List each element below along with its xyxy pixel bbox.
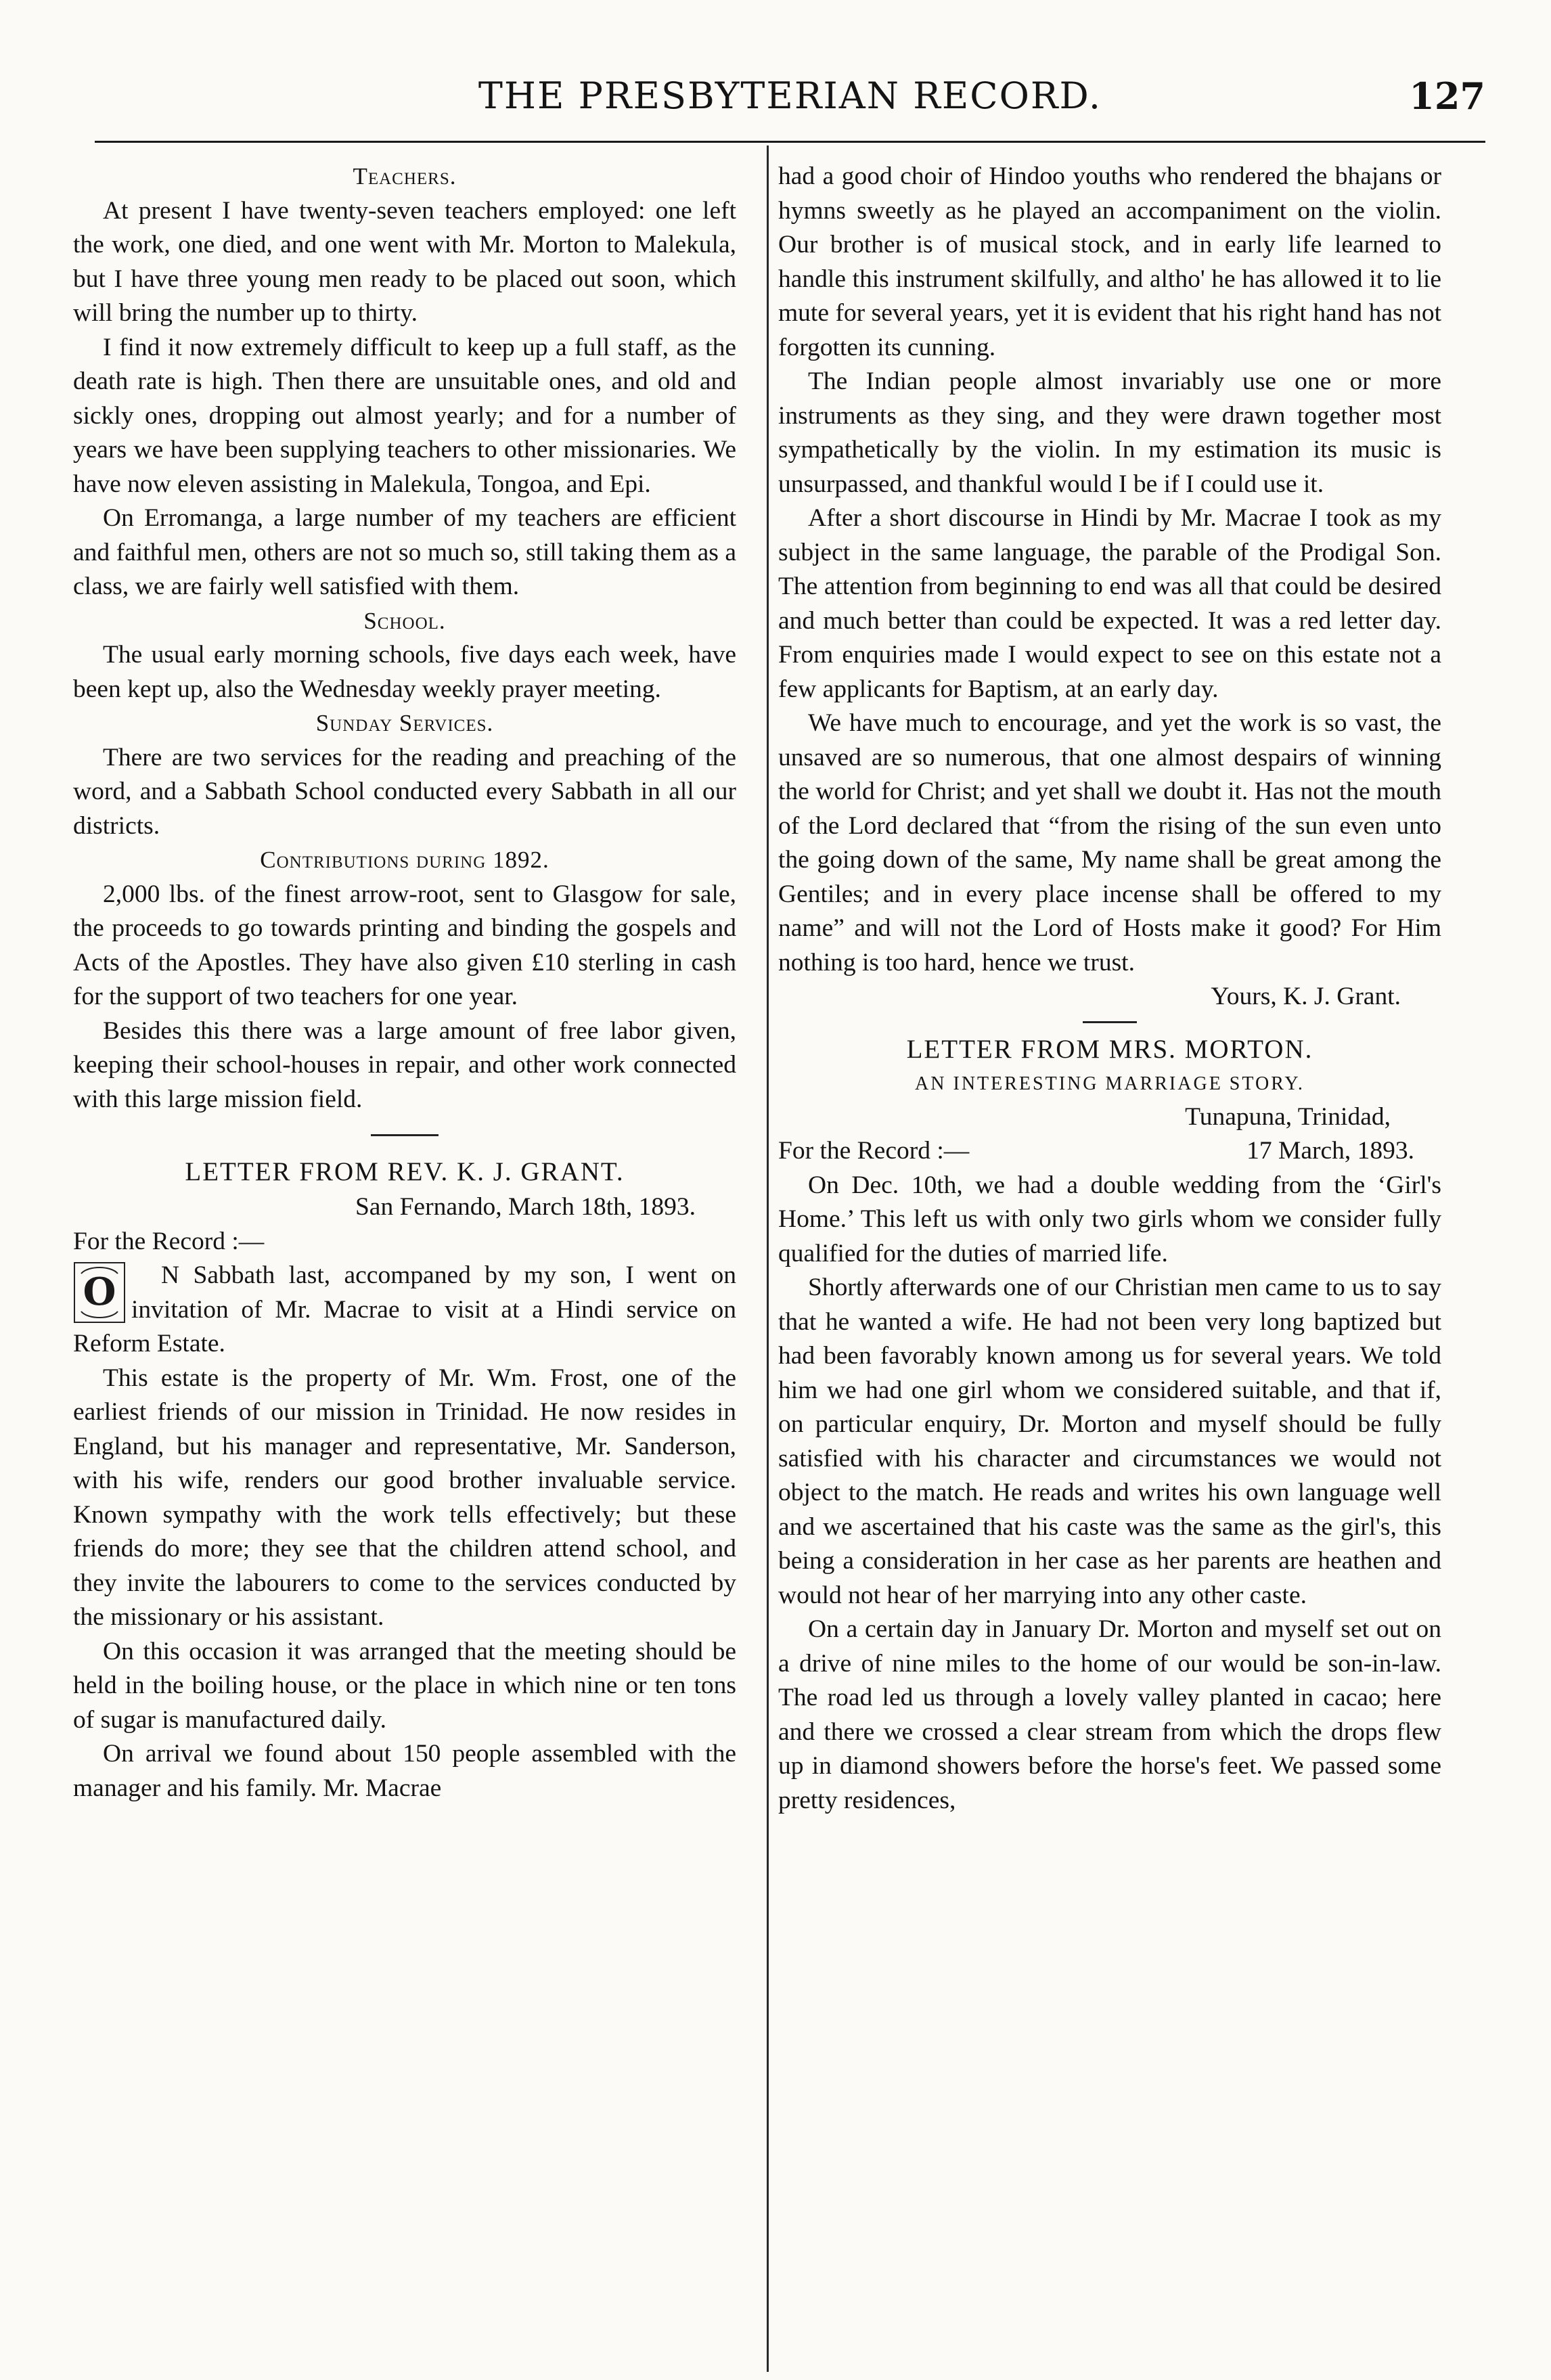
paragraph: At present I have twenty-seven teachers employed: one left the work, one died, and one went with Mr. Morton to Malekula, but I have three young men ready to be placed out soon, which will bring the number up to thirty.	[73, 196, 736, 327]
opening-paragraph-text: N Sabbath last, accompaned by my son, I went on invitation of Mr. Macrae to visit at a Hindi service on Reform Estate.	[73, 1261, 736, 1357]
paragraph: 2,000 lbs. of the finest arrow-root, sent to Glasgow for sale, the proceeds to go towards printing and binding the gospels and Acts of the Apostles. They have also given £10 sterling in cash for the support of two teachers for one year.	[73, 880, 736, 1010]
article-title-morton: LETTER FROM MRS. MORTON.	[906, 1034, 1313, 1064]
publication-title: THE PRESBYTERIAN RECORD.	[478, 74, 1102, 117]
paragraph: On this occasion it was arranged that the meeting should be held in the boiling house, or the place in which nine or ten tons of sugar is manufactured daily.	[73, 1637, 736, 1734]
paragraph: We have much to encourage, and yet the work is so vast, the unsaved are so numerous, that one almost despairs of winning the world for Christ; and yet shall we doubt it. Has not the mouth of the Lord declared that “from the rising of the sun even unto the going down of the same, My name shall be great among the Gentiles; and in every place incense shall be offered to my name” and will not the Lord of Hosts make it good? For Him nothing is too hard, hence we trust.	[778, 709, 1441, 976]
paragraph: On Erromanga, a large number of my teachers are efficient and faithful men, others are not so much so, still taking them as a class, we are fairly well satisfied with them.	[73, 504, 736, 600]
section-heading-sunday-services: Sunday Services.	[315, 710, 494, 736]
paragraph: There are two services for the reading and preaching of the word, and a Sabbath School conducted every Sabbath in all our districts.	[73, 743, 736, 840]
page-number: 127	[1409, 74, 1485, 118]
paragraph: Besides this there was a large amount of free labor given, keeping their school-houses in repair, and other work connected with this large mission field.	[73, 1016, 736, 1113]
paragraph: After a short discourse in Hindi by Mr. Macrae I took as my subject in the same language, the parable of the Prodigal Son. The attention from beginning to end was all that could be desired and much better than could be expected. It was a red letter day. From enquiries made I would expect to see on this estate not a few applicants for Baptism, at an early day.	[778, 504, 1441, 703]
article-title-grant: LETTER FROM REV. K. J. GRANT.	[185, 1157, 625, 1186]
section-heading-school: School.	[363, 607, 446, 634]
page-header	[95, 70, 1485, 125]
paragraph: On Dec. 10th, we had a double wedding from the ‘Girl's Home.’ This left us with only two girls whom we consider fully qualified for the duties of married life.	[778, 1171, 1441, 1267]
paragraph: I find it now extremely difficult to keep up a full staff, as the death rate is high. Then there are unsuitable ones, and old and sickly ones, dropping out almost yearly; and for a number of years we have been supplying teachers to other missionaries. We have now eleven assisting in Malekula, Tongoa, and Epi.	[73, 333, 736, 498]
for-the-record-line	[778, 1134, 1441, 1169]
article-date: 17 March, 1893.	[1246, 1137, 1414, 1165]
section-heading-contributions: Contributions during 1892.	[260, 847, 549, 873]
left-column	[73, 160, 736, 1805]
paragraph: The Indian people almost invariably use one or more instruments as they sing, and they were drawn together most sympathetically by the violin. In my estimation its music is unsurpassed, and thankful would I be if I could use it.	[778, 367, 1441, 498]
opening-paragraph	[73, 1259, 736, 1362]
paragraph: had a good choir of Hindoo youths who rendered the bhajans or hymns sweetly as he played an accompaniment on the violin. Our brother is of musical stock, and in early life learned to handle this instrument skilfully, and altho' he has allowed it to lie mute for several years, yet it is evident that his right hand has not forgotten its cunning.	[778, 162, 1441, 361]
article-place: Tunapuna, Trinidad,	[1185, 1102, 1391, 1131]
signature: Yours, K. J. Grant.	[1211, 983, 1401, 1010]
paragraph: On arrival we found about 150 people assembled with the manager and his family. Mr. Macrae	[73, 1740, 736, 1802]
ornamental-dropcap-icon	[73, 1261, 126, 1324]
paragraph: Shortly afterwards one of our Christian men came to us to say that he wanted a wife. He had not been very long baptized but had been favorably known among us for several years. We told him we had one girl whom we considered suitable, and that if, on particular enquiry, Dr. Morton and myself should be fully satisfied with his character and circumstances we would not object to the match. He reads and writes his own language well and we ascertained that his caste was the same as the girl's, this being a consideration in her case as her parents are heathen and would not hear of her marrying into any other caste.	[778, 1274, 1441, 1609]
header-rule	[95, 141, 1485, 143]
article-subtitle: AN INTERESTING MARRIAGE STORY.	[915, 1073, 1305, 1094]
section-heading-teachers: Teachers.	[353, 163, 457, 189]
paragraph: The usual early morning schools, five days each week, have been kept up, also the Wednesday weekly prayer meeting.	[73, 641, 736, 703]
dropcap-letter: O	[83, 1270, 116, 1314]
right-column	[778, 160, 1441, 1818]
article-dateline: San Fernando, March 18th, 1893.	[355, 1193, 696, 1221]
column-divider	[767, 145, 769, 2372]
for-the-record-line: For the Record :—	[73, 1227, 265, 1255]
for-the-record-label: For the Record :—	[778, 1137, 970, 1165]
paragraph: On a certain day in January Dr. Morton and myself set out on a drive of nine miles to the home of our would be son-in-law. The road led us through a lovely valley planted in cacao; here and there we crossed a clear stream from which the drops flew up in diamond showers before the horse's feet. We passed some pretty residences,	[778, 1615, 1441, 1814]
paragraph: This estate is the property of Mr. Wm. Frost, one of the earliest friends of our mission in Trinidad. He now resides in England, but his manager and representative, Mr. Sanderson, with his wife, renders our good brother invaluable service. Known sympathy with the work tells effectively; but these friends do more; they see that the children attend school, and they invite the labourers to come to the services conducted by the missionary or his assistant.	[73, 1364, 736, 1631]
section-divider	[1083, 1021, 1137, 1023]
section-divider	[371, 1134, 439, 1136]
